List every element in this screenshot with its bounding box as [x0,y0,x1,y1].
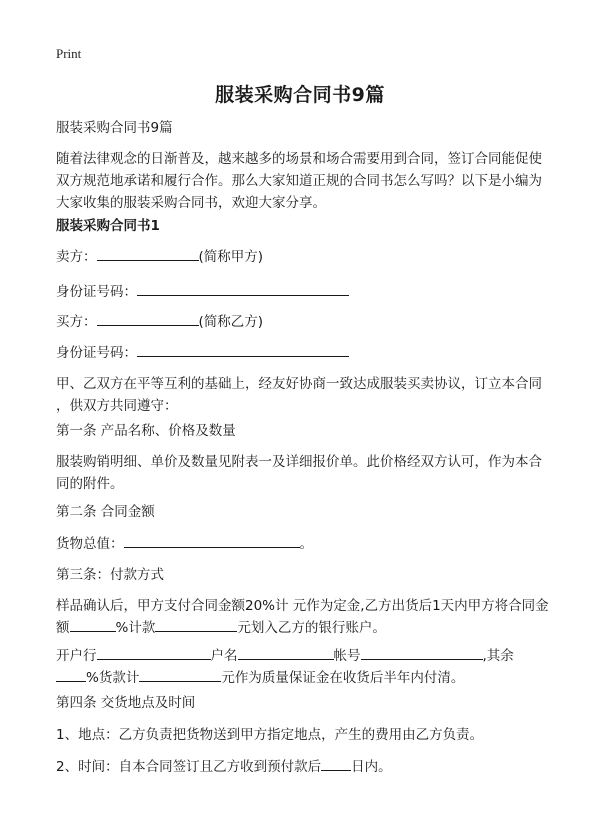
agreement-paragraph [56,373,556,417]
agreement-line: ，供双方共同遵守： [56,398,178,414]
deposit-mid: %货款计 [86,670,140,686]
article-1-line: 同的附件。 [56,476,124,492]
article-1-paragraph [56,451,556,495]
payment-prefix: 额 [56,620,70,636]
seller-name-field[interactable] [97,246,199,261]
account-name-label: 户名 [210,648,238,664]
deposit-amount-field[interactable] [139,667,221,682]
account-no-label: 帐号 [333,648,361,664]
total-suffix: 。 [299,536,313,552]
buyer-suffix: (简称乙方) [198,314,264,330]
delivery-place-line: 1、地点：乙方负责把货物送到甲方指定地点，产生的费用由乙方负责。 [56,727,484,743]
buyer-id-field[interactable] [137,342,349,357]
payment-line: 样品确认后，甲方支付合同金额20%计 元作为定金,乙方出货后1天内甲方将合同金 [56,598,549,614]
intro-line: 随着法律观念的日渐普及，越来越多的场景和场合需要用到合同，签订合同能促使 [56,151,542,167]
buyer-id-line [56,342,556,364]
delivery-days-field[interactable] [321,756,351,771]
article-1-line: 服装购销明细、单价及数量见附表一及详细报价单。此价格经双方认可，作为本合 [56,454,542,470]
payment-suffix: 元划入乙方的银行账户。 [237,620,386,636]
bank-line [56,645,556,667]
seller-id-line [56,281,556,303]
buyer-line [56,311,556,333]
delivery-time-suffix: 日内。 [351,759,392,775]
deposit-suffix: 元作为质量保证金在收货后半年内付清。 [221,670,465,686]
bank-suffix: ,其余 [482,648,514,664]
article-2-heading: 第二条 合同金额 [56,504,155,520]
delivery-time-prefix: 2、时间：自本合同签订且乙方收到预付款后 [56,759,322,775]
payment-amount-field[interactable] [155,617,237,632]
id-label: 身份证号码： [56,284,137,300]
article-3-heading: 第三条：付款方式 [56,567,164,583]
total-value-field[interactable] [124,533,300,548]
id-label: 身份证号码： [56,345,137,361]
account-name-field[interactable] [238,645,334,660]
seller-suffix: (简称甲方) [198,249,264,265]
total-line [56,533,556,555]
delivery-time-line [56,756,556,778]
agreement-line: 甲、乙双方在平等互利的基础上，经友好协商一致达成服装买卖协议，订立本合同 [56,376,542,392]
section-heading-1: 服装采购合同书1 [56,218,160,234]
intro-line: 双方规范地承诺和履行合作。那么大家知道正规的合同书怎么写吗？以下是小编为 [56,173,542,189]
intro-paragraph [56,148,556,214]
bank-paragraph [56,645,556,689]
article-1-heading: 第一条 产品名称、价格及数量 [56,423,236,439]
deposit-percent-field[interactable] [56,667,86,682]
seller-line [56,246,556,268]
buyer-label: 买方： [56,314,97,330]
article-4-heading: 第四条 交货地点及时间 [56,695,196,711]
payment-mid: %计款 [115,620,156,636]
bank-label: 开户行 [56,648,97,664]
payment-percent-field[interactable] [70,617,116,632]
payment-paragraph [56,595,556,639]
seller-label: 卖方： [56,249,97,265]
bank-field[interactable] [97,645,211,660]
account-no-field[interactable] [361,645,483,660]
document-subtitle: 服装采购合同书9篇 [56,120,173,136]
total-label: 货物总值： [56,536,124,552]
seller-id-field[interactable] [137,281,349,296]
intro-line: 大家收集的服装采购合同书，欢迎大家分享。 [56,195,326,211]
print-label: Print [56,46,82,61]
deposit-line [56,667,556,689]
payment-line [56,617,556,639]
document-title: 服装采购合同书9篇 [215,84,385,106]
buyer-name-field[interactable] [97,311,199,326]
